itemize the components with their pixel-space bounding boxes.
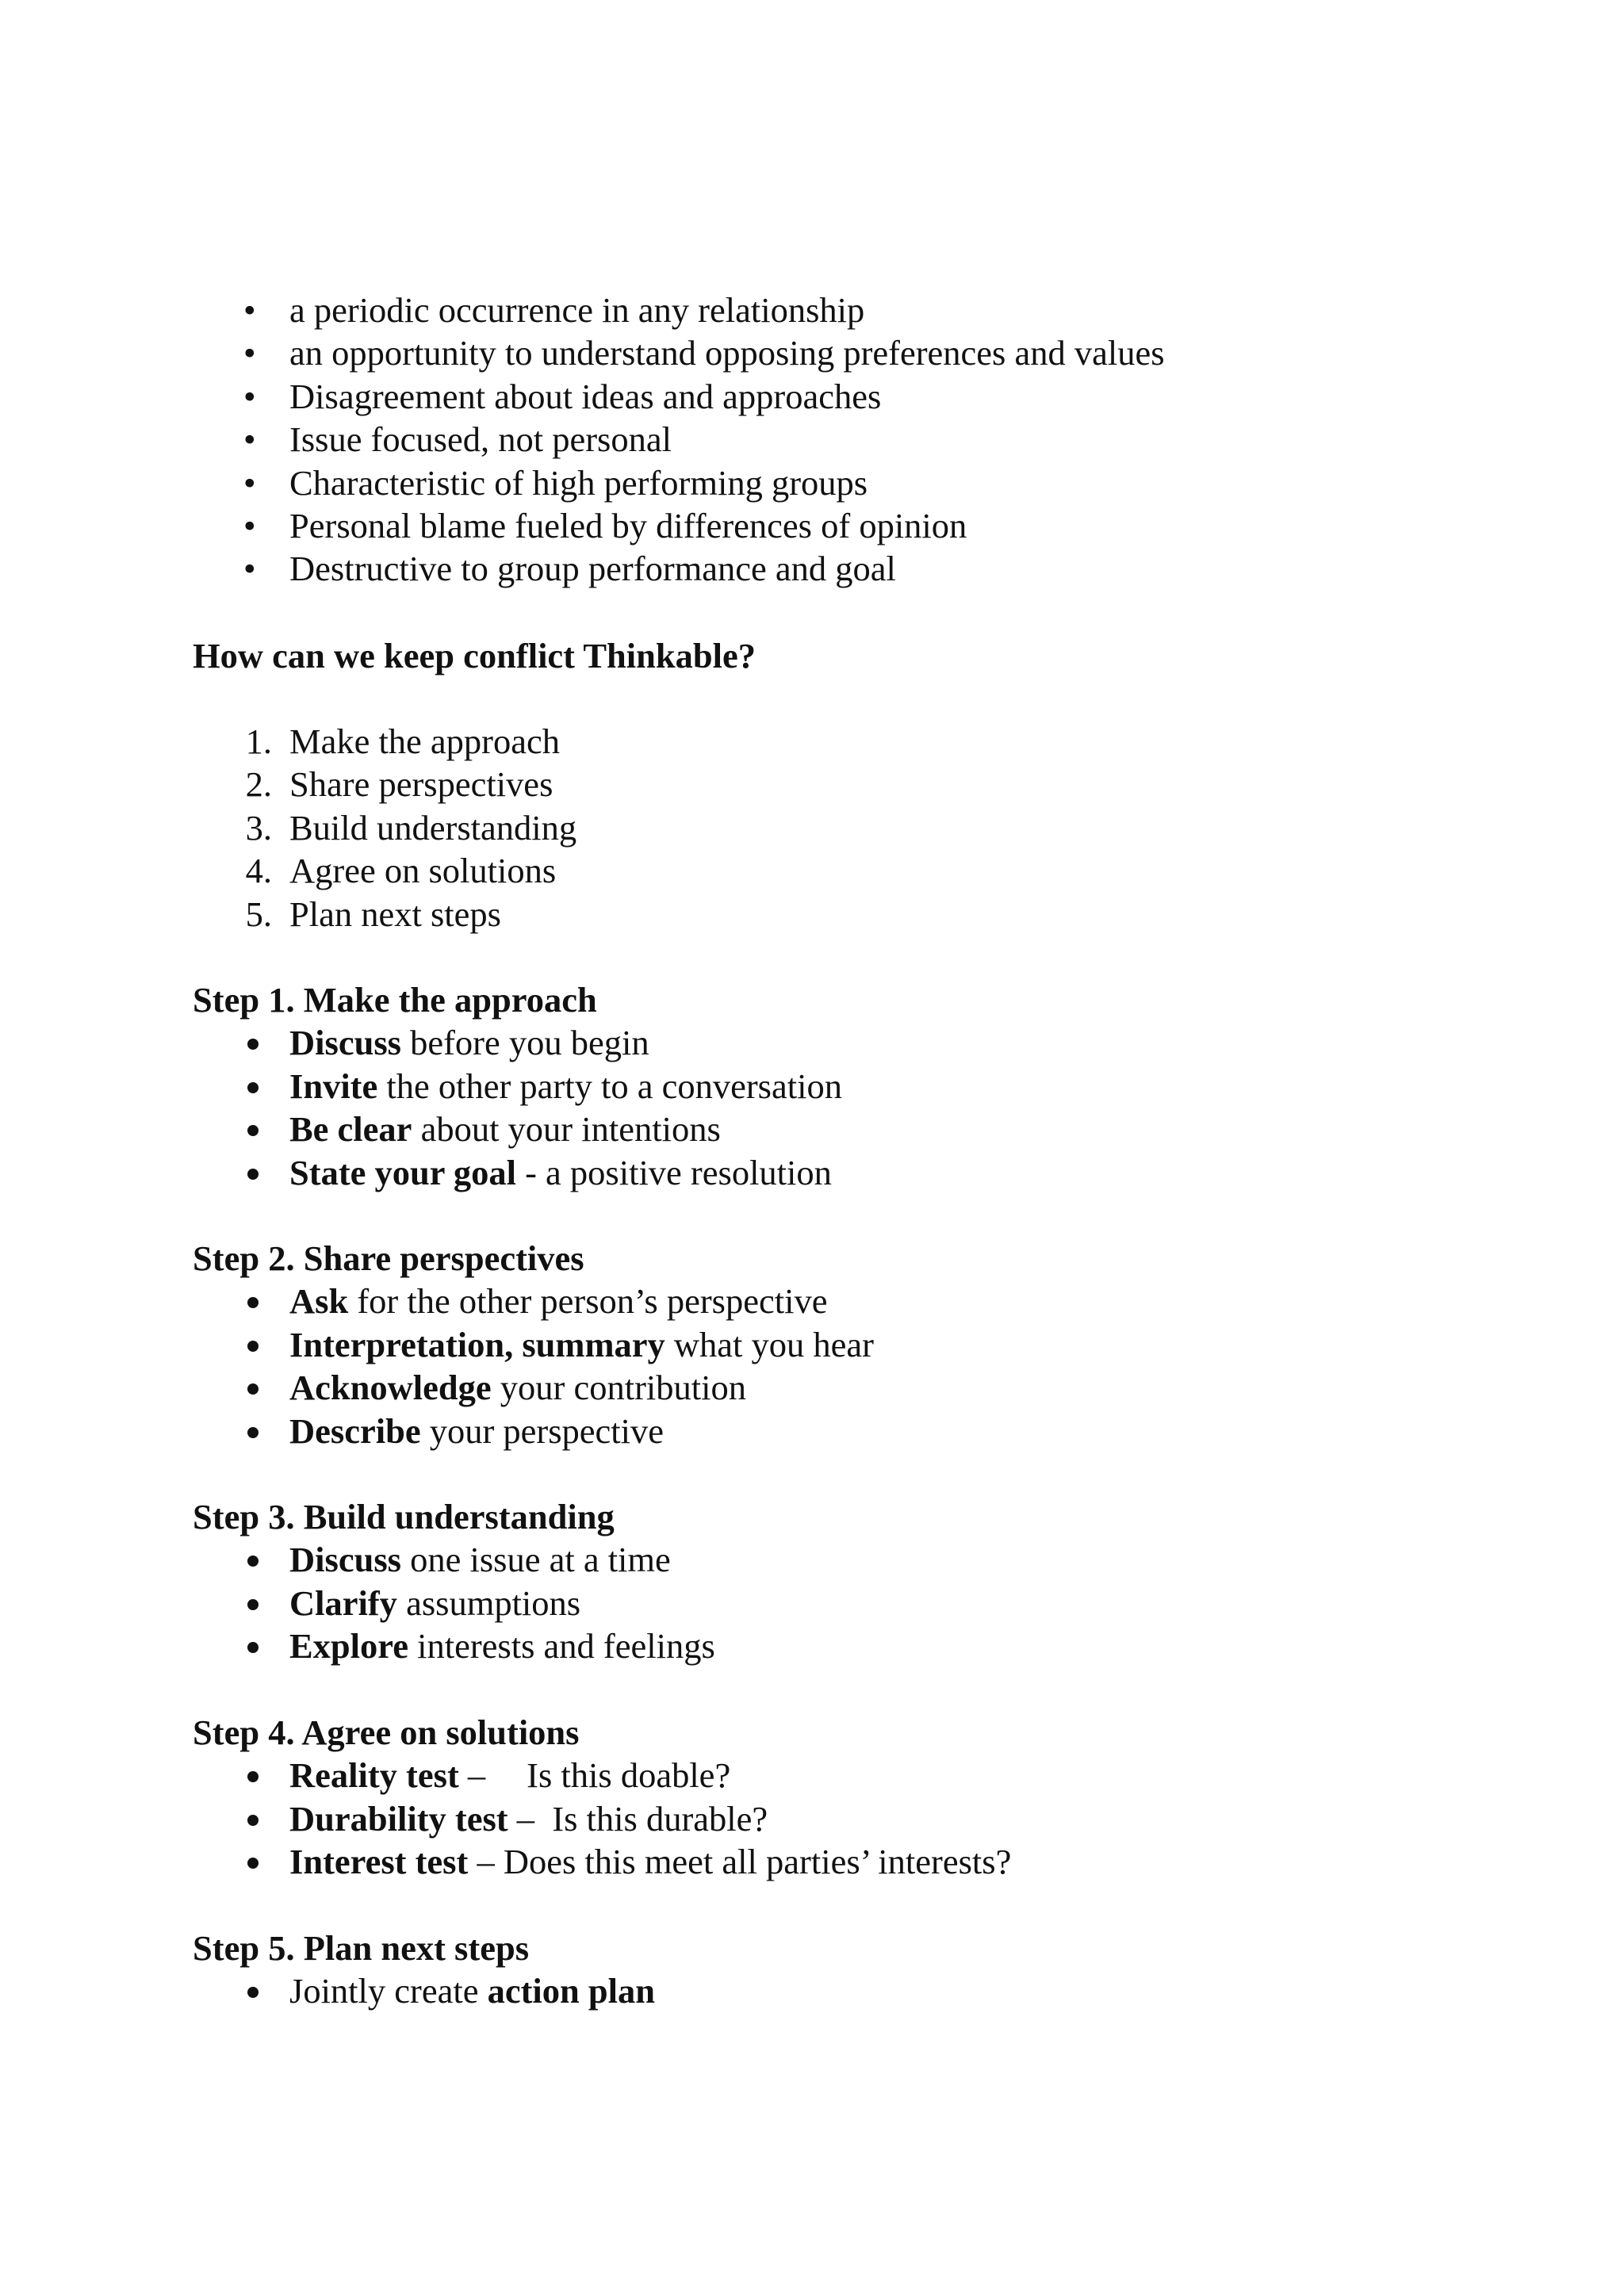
list-item: • Destructive to group performance and goal [193,547,1165,590]
step2-list [193,1280,874,1452]
list-item: 1. Make the approach [193,720,576,763]
list-item: 4. Agree on solutions [193,849,576,892]
step5-heading: Step 5. Plan next steps [193,1928,530,1968]
list-number: 4. [245,851,272,891]
list-item: • Characteristic of high performing groups [193,461,1165,504]
list-item: Durability test – Is this durable? [289,1798,768,1839]
list-item: Describe your perspective [289,1410,665,1451]
list-item: Be clear about your intentions [289,1109,721,1150]
step5-list [193,1969,655,2012]
list-item: Discuss one issue at a time [289,1540,671,1580]
list-item: • a periodic occurrence in any relationship [193,289,1165,331]
list-item: • an opportunity to understand opposing preferences and values [193,331,1165,374]
bullet-icon: • [243,419,256,460]
list-number: 1. [245,721,272,761]
step1-list [193,1021,842,1194]
bullet-icon: • [243,462,256,503]
step1-heading: Step 1. Make the approach [193,980,597,1020]
step3-section [193,1495,715,1668]
step5-section [193,1927,655,2013]
list-item: • Personal blame fueled by differences of opinion [193,504,1165,547]
list-item: Interest test – Does this meet all parties’ interests? [289,1842,1012,1882]
list-item: Interpretation, summary what you hear [289,1324,874,1364]
step4-section [193,1711,1011,1884]
list-number: 2. [245,764,272,805]
step4-list [193,1754,1011,1883]
intro-bullet-list [193,289,1165,591]
step4-heading: Step 4. Agree on solutions [193,1712,580,1752]
list-item: 5. Plan next steps [193,893,576,936]
list-item: Explore interests and feelings [289,1626,715,1667]
list-item: Jointly create action plan [289,1971,656,2011]
bullet-icon: • [243,549,256,589]
list-item: Clarify assumptions [289,1582,581,1623]
list-item: Acknowledge your contribution [289,1368,746,1408]
steps-overview-list [193,720,576,936]
bullet-icon: • [243,333,256,373]
list-item: Discuss before you begin [289,1023,649,1063]
list-item: Invite the other party to a conversation [289,1066,842,1106]
bullet-icon: • [243,376,256,416]
list-item: Reality test – Is this doable? [289,1755,731,1796]
list-item: State your goal - a positive resolution [289,1152,832,1192]
step2-heading: Step 2. Share perspectives [193,1238,584,1278]
list-item: Ask for the other person’s perspective [289,1281,828,1322]
list-number: 3. [245,807,272,848]
step3-list [193,1538,715,1667]
bullet-icon: • [243,290,256,330]
question-heading: How can we keep conflict Thinkable? [193,636,756,675]
list-item: 2. Share perspectives [193,763,576,806]
list-number: 5. [245,894,272,934]
list-item: • Issue focused, not personal [193,418,1165,461]
list-item: 3. Build understanding [193,806,576,849]
step1-section [193,978,842,1194]
list-item: • Disagreement about ideas and approaches [193,375,1165,418]
bullet-icon: • [243,506,256,546]
step2-section [193,1237,874,1452]
step3-heading: Step 3. Build understanding [193,1497,615,1536]
